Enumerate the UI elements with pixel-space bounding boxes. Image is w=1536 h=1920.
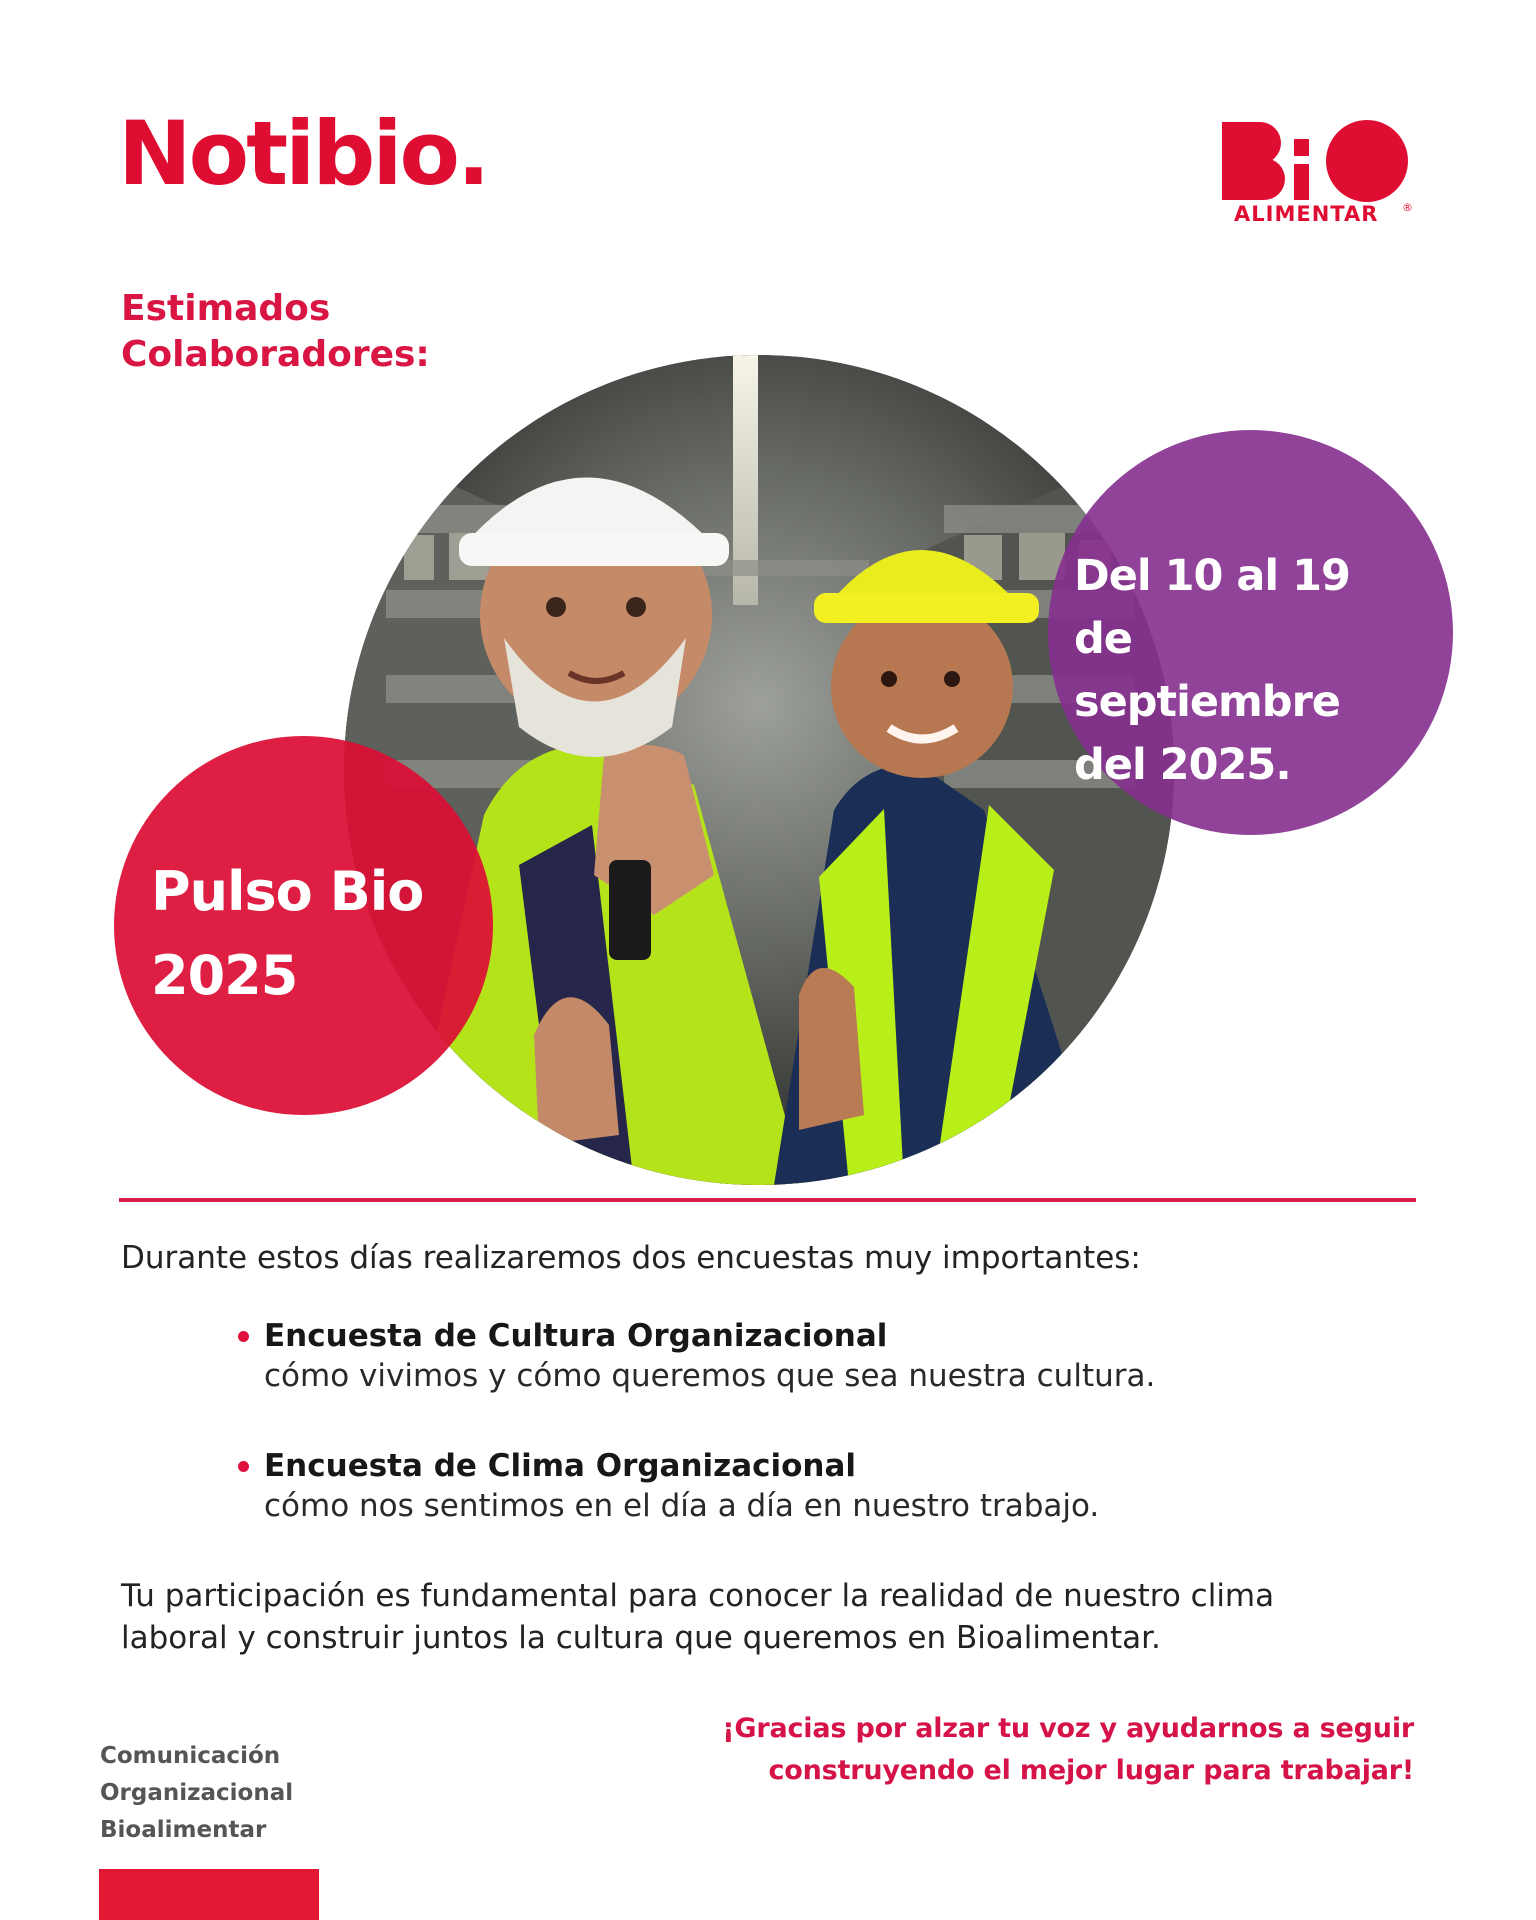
campaign-line-2: 2025 — [151, 944, 298, 1007]
date-line-3: del 2025. — [1074, 740, 1291, 790]
survey-title: Encuesta de Clima Organizacional — [264, 1448, 857, 1484]
bullet-icon — [238, 1461, 249, 1472]
bioalimentar-logo — [1218, 118, 1418, 230]
logo-subtitle: ALIMENTAR — [1234, 202, 1379, 226]
greeting-line-2: Colaboradores: — [121, 334, 430, 375]
department-line-2: Organizacional — [100, 1780, 294, 1806]
survey-item-climate — [238, 1446, 1398, 1526]
survey-item-culture — [238, 1316, 1398, 1396]
thank-you-message — [654, 1708, 1414, 1792]
date-text — [1074, 545, 1404, 797]
department-line-3: Bioalimentar — [100, 1817, 267, 1843]
footer-accent-bar — [99, 1869, 319, 1920]
hero-section — [0, 340, 1536, 1180]
bullet-icon — [238, 1331, 249, 1342]
thanks-line-1: ¡Gracias por alzar tu voz y ayudarnos a seguir — [722, 1713, 1414, 1744]
survey-description: cómo vivimos y cómo queremos que sea nuestra cultura. — [264, 1358, 1156, 1394]
divider-line — [119, 1198, 1416, 1202]
thanks-line-2: construyendo el mejor lugar para trabajar! — [768, 1755, 1414, 1786]
registered-mark: ® — [1402, 201, 1413, 214]
closing-line-1: Tu participación es fundamental para conocer la realidad de nuestro clima — [121, 1578, 1275, 1614]
survey-description: cómo nos sentimos en el día a día en nuestro trabajo. — [264, 1488, 1100, 1524]
date-line-2: de septiembre — [1074, 614, 1340, 727]
closing-text — [121, 1575, 1421, 1659]
campaign-text — [151, 850, 461, 1018]
greeting-line-1: Estimados — [121, 288, 331, 329]
notibio-title: Notibio. — [118, 102, 488, 205]
survey-title: Encuesta de Cultura Organizacional — [264, 1318, 888, 1354]
date-line-1: Del 10 al 19 — [1074, 551, 1350, 601]
campaign-line-1: Pulso Bio — [151, 860, 424, 923]
department-line-1: Comunicación — [100, 1743, 281, 1769]
warehouse-workers-photo — [344, 355, 1174, 1185]
intro-text: Durante estos días realizaremos dos encuestas muy importantes: — [121, 1240, 1141, 1276]
closing-line-2: laboral y construir juntos la cultura que queremos en Bioalimentar. — [121, 1620, 1161, 1656]
department-signature — [100, 1738, 360, 1849]
